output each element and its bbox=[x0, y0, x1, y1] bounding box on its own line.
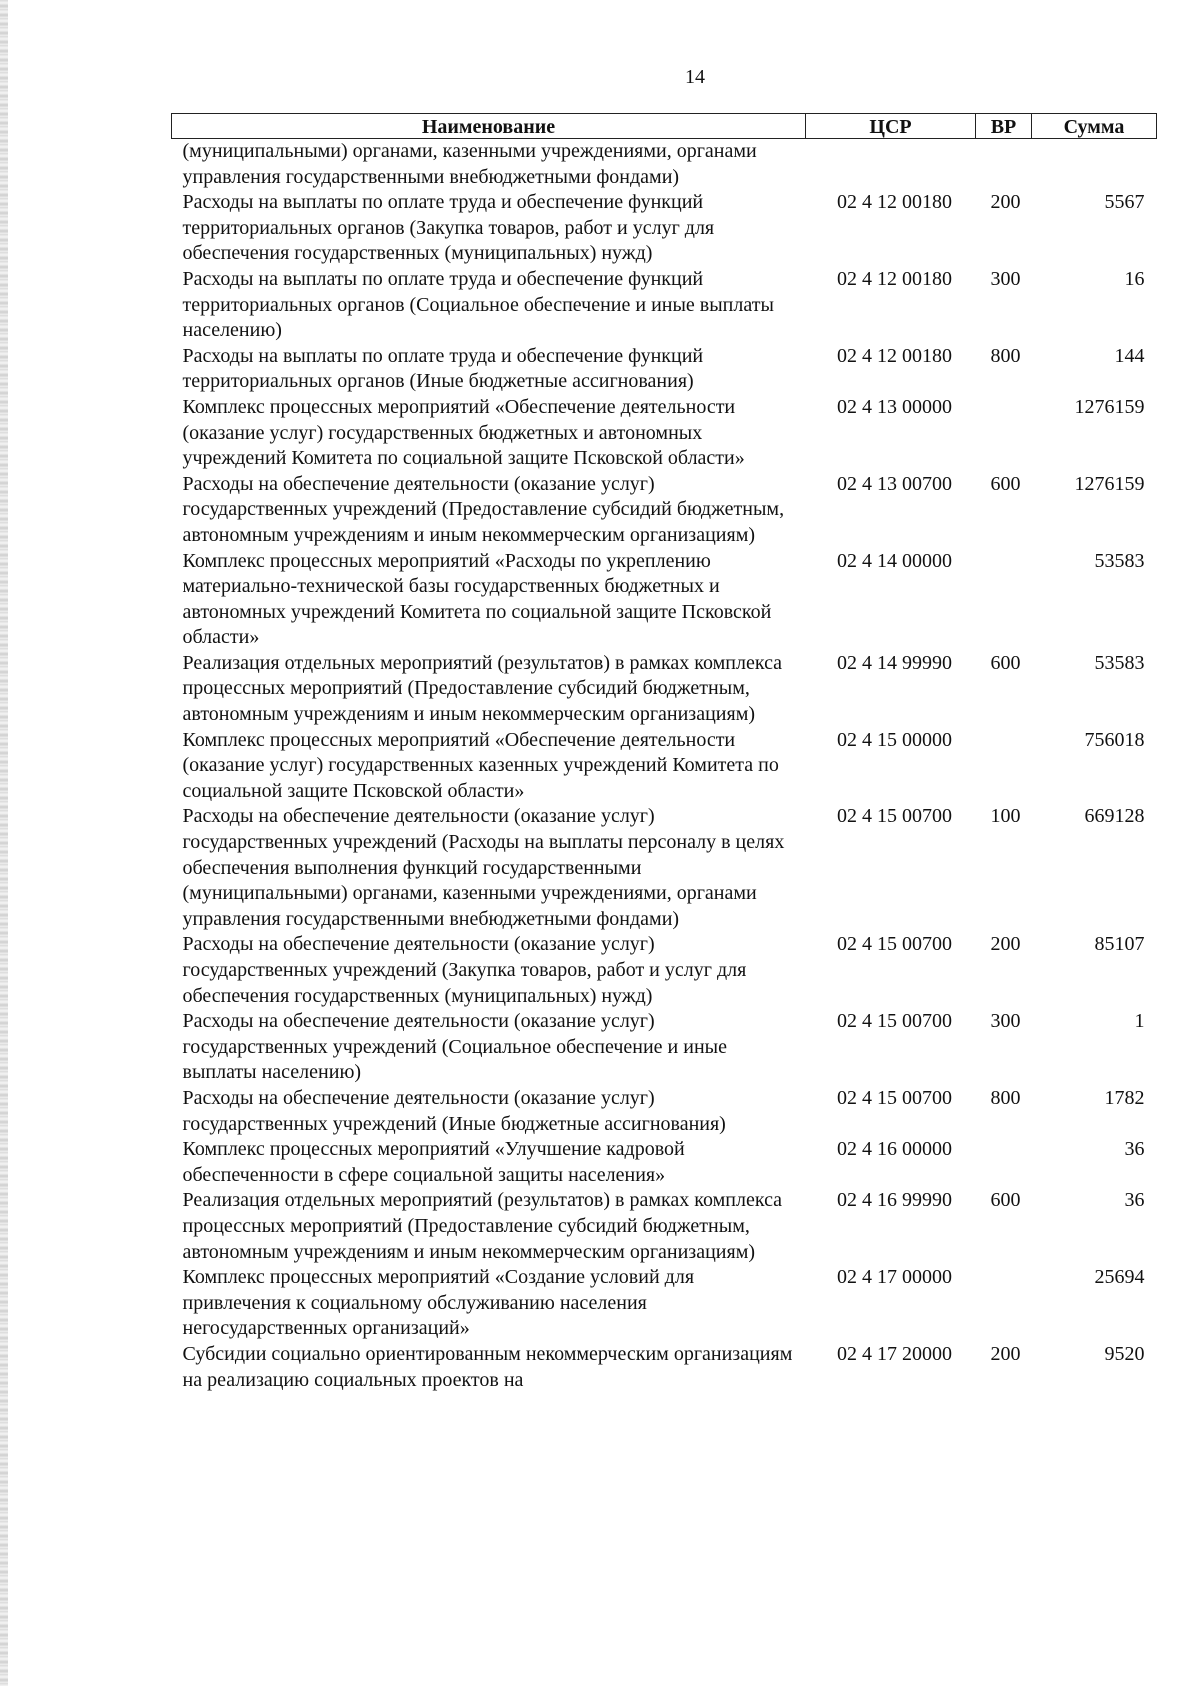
row-sum: 36 bbox=[1124, 1138, 1145, 1161]
row-name: (муниципальными) органами, казенными учреждениями, органами управления государственными внебюджетными фондами) bbox=[182, 140, 757, 188]
row-csr: 02 4 13 00700 bbox=[837, 472, 952, 495]
table-row bbox=[172, 139, 1157, 191]
table-row bbox=[172, 728, 1157, 805]
row-name: Комплекс процессных мероприятий «Расходы по укреплению материально-технической базы государственных бюджетных и автономных учреждений Комитета по социальной защите Псковской области» bbox=[182, 549, 772, 649]
row-csr: 02 4 15 00700 bbox=[837, 1086, 952, 1109]
row-sum: 1276159 bbox=[1074, 472, 1145, 495]
row-name: Расходы на обеспечение деятельности (оказание услуг) государственных учреждений (Социальное обеспечение и иные выплаты населению) bbox=[182, 1010, 727, 1084]
row-name: Реализация отдельных мероприятий (результатов) в рамках комплекса процессных мероприятий (Предоставление субсидий бюджетным, автономным учреждениям и иным некоммерческим организациям) bbox=[182, 651, 783, 726]
table-row bbox=[172, 804, 1157, 932]
row-vr bbox=[976, 728, 1032, 805]
table-row bbox=[172, 549, 1157, 651]
row-csr: 02 4 12 00180 bbox=[837, 267, 952, 290]
row-vr bbox=[976, 549, 1032, 651]
row-csr: 02 4 12 00180 bbox=[837, 191, 952, 214]
row-vr: 200 bbox=[990, 191, 1021, 214]
table-row bbox=[172, 1009, 1157, 1086]
page-number: 14 bbox=[685, 66, 705, 88]
row-name: Расходы на обеспечение деятельности (оказание услуг) государственных учреждений (Расходы на выплаты персоналу в целях обеспечения выполнения функций государственными (муниципальными) органами, казенными учреждениями, органами управления государственными внебюджетными фондами) bbox=[182, 805, 785, 930]
table-row bbox=[172, 1342, 1157, 1393]
header-row bbox=[172, 114, 1157, 139]
row-sum: 5567 bbox=[1104, 191, 1145, 214]
row-csr: 02 4 16 99990 bbox=[837, 1189, 952, 1212]
row-csr: 02 4 14 99990 bbox=[837, 651, 952, 674]
row-csr: 02 4 14 00000 bbox=[837, 549, 952, 572]
row-sum: 1276159 bbox=[1074, 395, 1145, 418]
table-row bbox=[172, 932, 1157, 1009]
table-row bbox=[172, 1265, 1157, 1342]
row-vr bbox=[976, 1265, 1032, 1342]
row-name: Расходы на обеспечение деятельности (оказание услуг) государственных учреждений (Иные бюджетные ассигнования) bbox=[182, 1086, 726, 1135]
row-sum: 16 bbox=[1124, 267, 1145, 290]
row-name: Комплекс процессных мероприятий «Обеспечение деятельности (оказание услуг) государственных казенных учреждений Комитета по социальной защите Псковской области» bbox=[182, 728, 779, 802]
row-sum: 85107 bbox=[1094, 933, 1145, 956]
row-vr: 600 bbox=[990, 472, 1021, 495]
row-name: Комплекс процессных мероприятий «Улучшение кадровой обеспеченности в сфере социальной защиты населения» bbox=[182, 1138, 685, 1186]
table-row bbox=[172, 395, 1157, 472]
row-name: Комплекс процессных мероприятий «Создание условий для привлечения к социальному обслуживанию населения негосударственных организаций» bbox=[182, 1266, 695, 1340]
row-name: Субсидии социально ориентированным некоммерческим организациям на реализацию социальных проектов на bbox=[182, 1342, 793, 1391]
row-vr: 300 bbox=[990, 267, 1021, 290]
row-csr: 02 4 17 20000 bbox=[837, 1342, 952, 1365]
row-csr: 02 4 15 00700 bbox=[837, 933, 952, 956]
row-name: Реализация отдельных мероприятий (результатов) в рамках комплекса процессных мероприятий (Предоставление субсидий бюджетным, автономным учреждениям и иным некоммерческим организациям) bbox=[182, 1189, 783, 1263]
table-row bbox=[172, 651, 1157, 728]
row-sum: 25694 bbox=[1094, 1266, 1145, 1289]
row-name: Расходы на обеспечение деятельности (оказание услуг) государственных учреждений (Закупка товаров, работ и услуг для обеспечения государственных (муниципальных) нужд) bbox=[182, 933, 747, 1007]
row-vr: 200 bbox=[990, 1342, 1021, 1365]
row-sum: 669128 bbox=[1084, 805, 1145, 828]
row-sum: 36 bbox=[1124, 1189, 1145, 1212]
row-vr: 100 bbox=[990, 805, 1021, 828]
row-name: Расходы на выплаты по оплате труда и обеспечение функций территориальных органов (Закупка товаров, работ и услуг для обеспечения государственных (муниципальных) нужд) bbox=[182, 191, 715, 265]
header-csr: ЦСР bbox=[806, 114, 976, 139]
row-csr: 02 4 13 00000 bbox=[837, 395, 952, 418]
table-row bbox=[172, 1188, 1157, 1265]
row-sum: 53583 bbox=[1094, 549, 1145, 572]
table-row bbox=[172, 472, 1157, 549]
row-vr bbox=[976, 1137, 1032, 1188]
row-csr: 02 4 16 00000 bbox=[837, 1138, 952, 1161]
row-csr: 02 4 12 00180 bbox=[837, 344, 952, 367]
row-csr: 02 4 15 00700 bbox=[837, 1010, 952, 1033]
table-row bbox=[172, 1086, 1157, 1137]
row-sum: 1782 bbox=[1104, 1086, 1145, 1109]
table-row bbox=[172, 267, 1157, 344]
header-vr: ВР bbox=[976, 114, 1032, 139]
header-name: Наименование bbox=[172, 114, 806, 139]
row-vr bbox=[976, 395, 1032, 472]
row-sum: 9520 bbox=[1104, 1342, 1145, 1365]
row-sum: 1 bbox=[1134, 1010, 1145, 1033]
header-sum: Сумма bbox=[1032, 114, 1157, 139]
row-csr bbox=[806, 139, 976, 191]
table-row bbox=[172, 1137, 1157, 1188]
budget-table bbox=[171, 113, 1157, 1393]
row-vr: 800 bbox=[990, 344, 1021, 367]
row-vr: 200 bbox=[990, 933, 1021, 956]
row-vr: 800 bbox=[990, 1086, 1021, 1109]
row-sum: 53583 bbox=[1094, 651, 1145, 674]
table-row bbox=[172, 344, 1157, 395]
row-vr: 300 bbox=[990, 1010, 1021, 1033]
row-name: Комплекс процессных мероприятий «Обеспечение деятельности (оказание услуг) государственных бюджетных и автономных учреждений Комитета по социальной защите Псковской области» bbox=[182, 395, 745, 470]
row-csr: 02 4 17 00000 bbox=[837, 1266, 952, 1289]
table-row bbox=[172, 190, 1157, 267]
row-vr: 600 bbox=[990, 651, 1021, 674]
table-header bbox=[172, 114, 1157, 139]
row-sum: 144 bbox=[1114, 344, 1145, 367]
row-vr bbox=[976, 139, 1032, 191]
row-name: Расходы на выплаты по оплате труда и обеспечение функций территориальных органов (Иные бюджетные ассигнования) bbox=[182, 344, 704, 393]
row-sum: 756018 bbox=[1084, 728, 1145, 751]
table-body bbox=[172, 139, 1157, 1394]
row-sum bbox=[1032, 139, 1157, 191]
row-csr: 02 4 15 00700 bbox=[837, 805, 952, 828]
row-name: Расходы на обеспечение деятельности (оказание услуг) государственных учреждений (Предоставление субсидий бюджетным, автономным учреждениям и иным некоммерческим организациям) bbox=[182, 472, 785, 546]
row-name: Расходы на выплаты по оплате труда и обеспечение функций территориальных органов (Социальное обеспечение и иные выплаты населению) bbox=[182, 267, 774, 342]
row-csr: 02 4 15 00000 bbox=[837, 728, 952, 751]
row-vr: 600 bbox=[990, 1189, 1021, 1212]
scan-edge bbox=[0, 0, 8, 1686]
